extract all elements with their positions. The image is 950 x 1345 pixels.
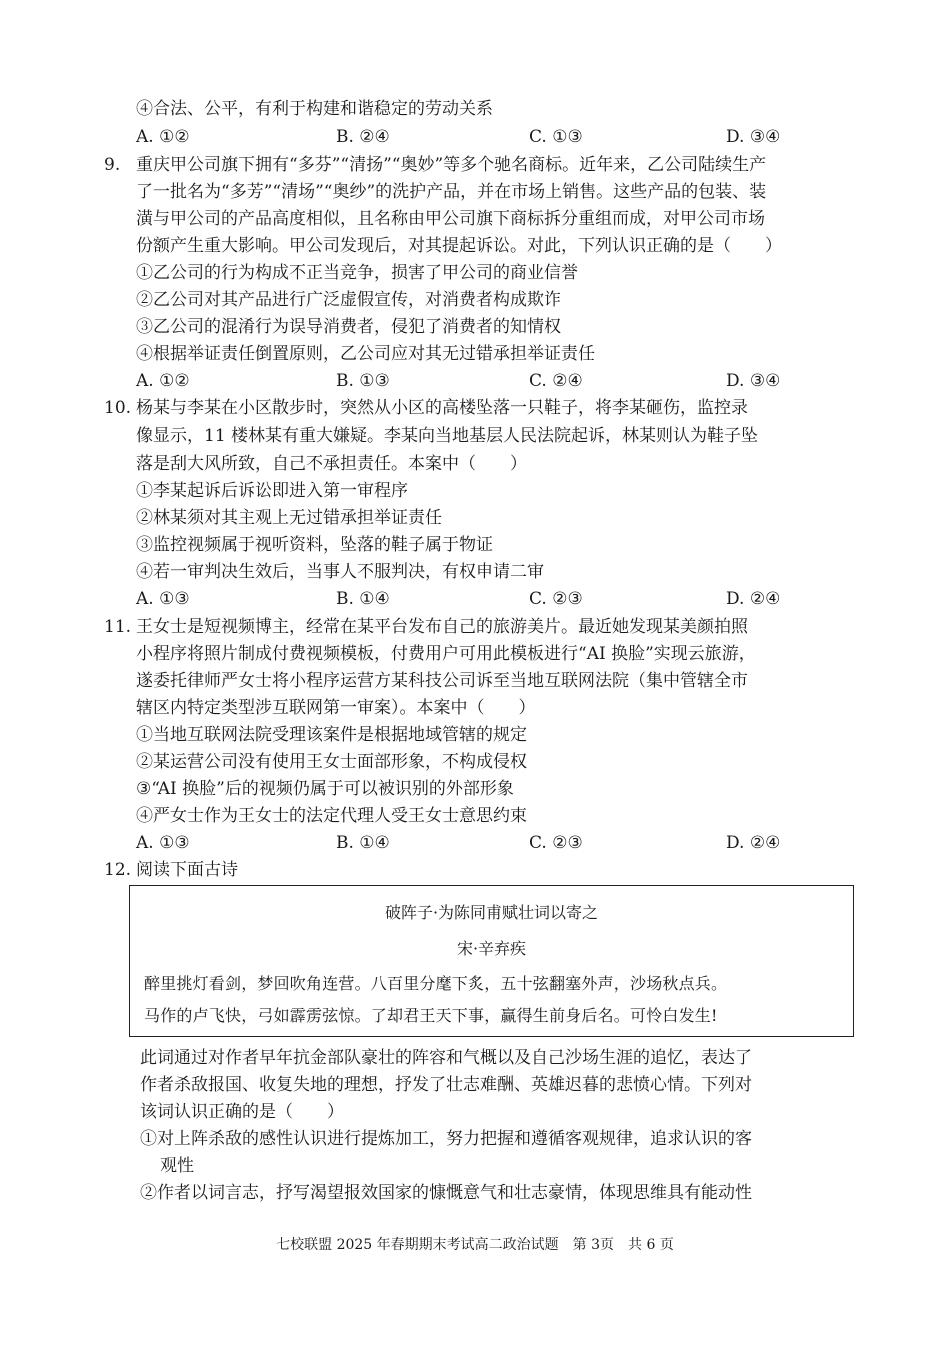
q10-stem-line: 像显示，11 楼林某有重大嫌疑。李某向当地基层人民法院起诉，林某则认为鞋子坠 xyxy=(136,426,759,446)
q11-item-2: ②某运营公司没有使用王女士面部形象，不构成侵权 xyxy=(136,752,527,772)
q10-number: 10. xyxy=(104,398,132,418)
q10-option-c: C. ②③ xyxy=(529,589,583,609)
q9-stem-line: 份额产生重大影响。甲公司发现后，对其提起诉讼。对此，下列认识正确的是（ ） xyxy=(136,236,782,256)
q9-number: 9. xyxy=(104,155,121,175)
q11-stem-line: 遂委托律师严女士将小程序运营方某科技公司诉至当地互联网法院（集中管辖全市 xyxy=(136,671,748,691)
q10-item-4: ④若一审判决生效后，当事人不服判决，有权申请二审 xyxy=(136,562,544,582)
q11-item-4: ④严女士作为王女士的法定代理人受王女士意思约束 xyxy=(136,806,527,826)
q8-option-c: C. ①③ xyxy=(529,127,583,147)
q12-item-1: ①对上阵杀敌的感性认识进行提炼加工，努力把握和遵循客观规律，追求认识的客 xyxy=(140,1129,752,1149)
q11-option-a: A. ①③ xyxy=(136,833,190,853)
q12-item-2: ②作者以词言志，抒写渴望报效国家的慷慨意气和壮志豪情，体现思维具有能动性 xyxy=(140,1183,752,1203)
q12-stem-line: 作者杀敌报国、收复失地的理想，抒发了壮志难酬、英雄迟暮的悲愤心情。下列对 xyxy=(140,1075,752,1095)
q10-item-1: ①李某起诉后诉讼即进入第一审程序 xyxy=(136,481,408,501)
q8-option-d: D. ③④ xyxy=(726,127,781,147)
poem-box xyxy=(129,885,854,1037)
q9-stem-line: 了一批名为“多芳”“清场”“奥纱”的洗护产品，并在市场上销售。这些产品的包装、装 xyxy=(136,182,767,202)
q12-number: 12. xyxy=(104,860,132,880)
q10-item-3: ③监控视频属于视听资料，坠落的鞋子属于物证 xyxy=(136,535,493,555)
q10-option-d: D. ②④ xyxy=(726,589,781,609)
q8-options xyxy=(136,124,836,150)
q9-stem-line: 潢与甲公司的产品高度相似，且名称由甲公司旗下商标拆分重组而成，对甲公司市场 xyxy=(136,209,765,229)
q11-number: 11. xyxy=(104,617,132,637)
page-footer: 七校联盟 2025 年春期期末考试高二政治试题 第 3页 共 6 页 xyxy=(276,1237,674,1253)
q11-stem-line: 辖区内特定类型涉互联网第一审案）。本案中（ ） xyxy=(136,698,536,718)
q9-options xyxy=(136,368,836,394)
q12-stem-line: 此词通过对作者早年抗金部队豪壮的阵容和气概以及自己沙场生涯的追忆，表达了 xyxy=(140,1048,752,1068)
q9-option-a: A. ①② xyxy=(136,371,190,391)
q8-option-a: A. ①② xyxy=(136,127,190,147)
q11-item-3: ③“AI 换脸”后的视频仍属于可以被识别的外部形象 xyxy=(136,779,514,799)
q9-item-1: ①乙公司的行为构成不正当竞争，损害了甲公司的商业信誉 xyxy=(136,263,578,283)
q11-option-c: C. ②③ xyxy=(529,833,583,853)
q9-item-4: ④根据举证责任倒置原则，乙公司应对其无过错承担举证责任 xyxy=(136,344,595,364)
poem-verse-line: 马作的卢飞快，弓如霹雳弦惊。了却君王天下事，赢得生前身后名。可怜白发生! xyxy=(144,1006,718,1025)
q8-option-b: B. ②④ xyxy=(336,127,390,147)
q10-item-2: ②林某须对其主观上无过错承担举证责任 xyxy=(136,508,442,528)
q9-option-b: B. ①③ xyxy=(336,371,390,391)
q9-item-3: ③乙公司的混淆行为误导消费者，侵犯了消费者的知情权 xyxy=(136,317,561,337)
q10-stem-line: 落是刮大风所致，自己不承担责任。本案中（ ） xyxy=(136,454,527,474)
poem-verse-line: 醉里挑灯看剑，梦回吹角连营。八百里分麾下炙，五十弦翻塞外声，沙场秋点兵。 xyxy=(144,974,728,993)
q11-option-d: D. ②④ xyxy=(726,833,781,853)
q8-item-4: ④合法、公平，有利于构建和谐稳定的劳动关系 xyxy=(136,99,493,119)
q10-stem-line: 杨某与李某在小区散步时，突然从小区的高楼坠落一只鞋子，将李某砸伤，监控录 xyxy=(136,398,748,418)
q10-option-b: B. ①④ xyxy=(336,589,390,609)
q12-stem-line: 该词认识正确的是（ ） xyxy=(140,1102,344,1122)
q9-stem-line: 重庆甲公司旗下拥有“多芬”“清扬”“奥妙”等多个驰名商标。近年来，乙公司陆续生产 xyxy=(136,155,767,175)
q9-option-c: C. ②④ xyxy=(529,371,583,391)
q10-options xyxy=(136,586,836,612)
q11-stem-line: 小程序将照片制成付费视频模板，付费用户可用此模板进行“AI 换脸”实现云旅游， xyxy=(136,644,756,664)
poem-title: 破阵子·为陈同甫赋壮词以寄之 xyxy=(384,903,599,922)
q11-item-1: ①当地互联网法院受理该案件是根据地域管辖的规定 xyxy=(136,725,527,745)
q9-item-2: ②乙公司对其产品进行广泛虚假宣传，对消费者构成欺诈 xyxy=(136,290,561,310)
q11-stem-line: 王女士是短视频博主，经常在某平台发布自己的旅游美片。最近她发现某美颜拍照 xyxy=(136,617,748,637)
q11-option-b: B. ①④ xyxy=(336,833,390,853)
q12-item-1-cont: 观性 xyxy=(160,1156,194,1176)
q9-option-d: D. ③④ xyxy=(726,371,781,391)
q12-intro: 阅读下面古诗 xyxy=(136,860,238,880)
poem-author: 宋·辛弃疾 xyxy=(456,939,527,958)
q10-option-a: A. ①③ xyxy=(136,589,190,609)
q11-options xyxy=(136,830,836,856)
